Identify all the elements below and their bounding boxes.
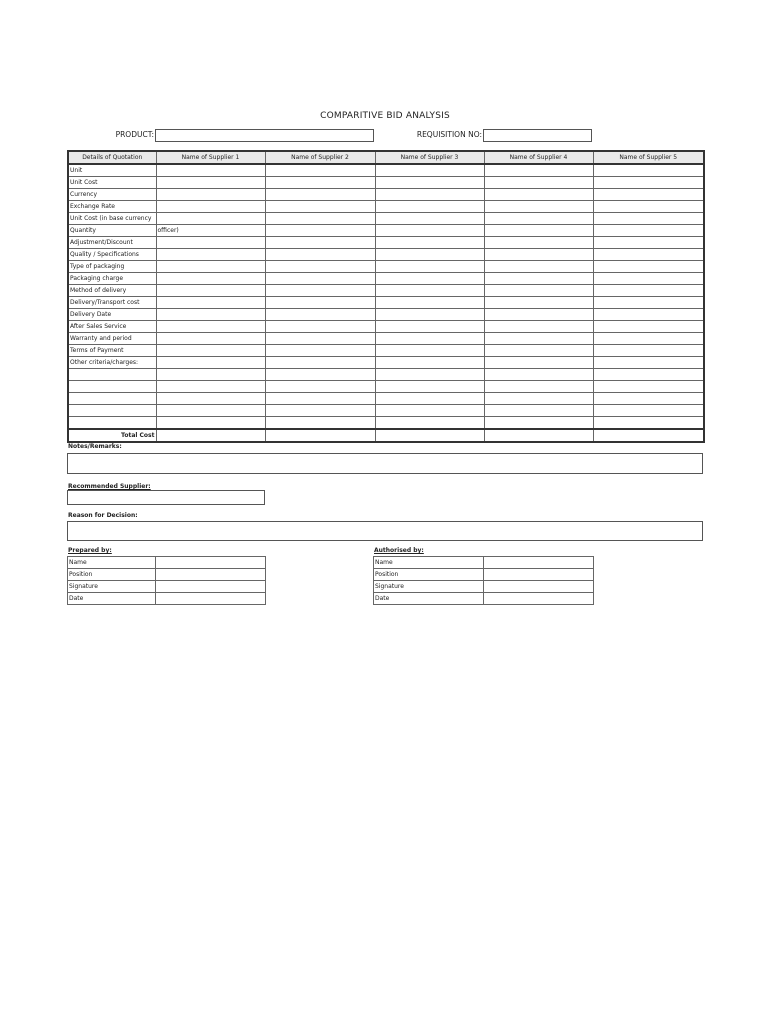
row-label: Other criteria/charges: [68, 357, 156, 369]
recommended-supplier-label: Recommended Supplier: [68, 483, 151, 490]
supplier-cell[interactable] [265, 381, 375, 393]
row-label [68, 369, 156, 381]
supplier-cell[interactable] [484, 369, 593, 381]
supplier-cell[interactable] [375, 189, 484, 201]
supplier-cell[interactable] [265, 297, 375, 309]
supplier-cell[interactable] [593, 177, 704, 189]
row-label: Unit [68, 164, 156, 177]
header-details-of-quotation: Details of Quotation [68, 151, 156, 164]
supplier-cell[interactable] [484, 225, 593, 237]
row-label: Unit Cost [68, 177, 156, 189]
bid-table-body [68, 164, 704, 429]
supplier-cell[interactable] [156, 261, 265, 273]
supplier-cell[interactable] [156, 321, 265, 333]
row-label: Type of packaging [68, 261, 156, 273]
sig-value-cell[interactable] [484, 569, 594, 581]
prepared-by-label: Prepared by: [68, 547, 112, 554]
prepared-by-table [67, 556, 266, 605]
row-label: Adjustment/Discount [68, 237, 156, 249]
header-supplier-3: Name of Supplier 3 [375, 151, 484, 164]
sig-row-label: Date [68, 593, 156, 605]
supplier-cell[interactable] [484, 261, 593, 273]
supplier-cell[interactable] [375, 273, 484, 285]
supplier-cell[interactable] [484, 237, 593, 249]
table-row [68, 593, 266, 605]
supplier-cell[interactable] [265, 273, 375, 285]
sig-row-label: Position [68, 569, 156, 581]
table-row [68, 297, 704, 309]
supplier-cell[interactable] [156, 189, 265, 201]
sig-row-label: Signature [68, 581, 156, 593]
sig-value-cell[interactable] [484, 557, 594, 569]
supplier-cell[interactable] [484, 285, 593, 297]
table-header-row [68, 151, 704, 164]
row-label: Warranty and period [68, 333, 156, 345]
total-cost-row [68, 429, 704, 442]
supplier-cell[interactable] [484, 417, 593, 430]
supplier-cell[interactable] [593, 405, 704, 417]
table-row [374, 581, 594, 593]
supplier-cell[interactable] [375, 405, 484, 417]
sig-value-cell[interactable] [156, 581, 266, 593]
supplier-cell[interactable] [593, 249, 704, 261]
reason-field[interactable] [67, 521, 703, 541]
table-row [68, 164, 704, 177]
supplier-cell[interactable] [375, 201, 484, 213]
row-label: Quantity [68, 225, 156, 237]
supplier-cell[interactable] [265, 201, 375, 213]
row-label [68, 393, 156, 405]
product-label: PRODUCT: [115, 130, 154, 139]
supplier-cell[interactable] [375, 333, 484, 345]
supplier-cell[interactable] [593, 381, 704, 393]
supplier-cell[interactable] [593, 357, 704, 369]
supplier-cell[interactable] [593, 297, 704, 309]
supplier-cell[interactable] [593, 237, 704, 249]
supplier-cell[interactable] [375, 417, 484, 430]
table-row [68, 393, 704, 405]
supplier-cell[interactable] [375, 321, 484, 333]
supplier-cell[interactable] [265, 285, 375, 297]
requisition-field[interactable] [483, 129, 592, 142]
total-cell[interactable] [593, 429, 704, 442]
supplier-cell[interactable] [375, 164, 484, 177]
table-row [68, 381, 704, 393]
row-label: Quality / Specifications [68, 249, 156, 261]
sig-value-cell[interactable] [156, 557, 266, 569]
supplier-cell[interactable] [484, 393, 593, 405]
supplier-cell[interactable] [265, 309, 375, 321]
supplier-cell[interactable] [265, 261, 375, 273]
supplier-cell[interactable] [484, 297, 593, 309]
authorised-by-table [373, 556, 594, 605]
table-row [68, 405, 704, 417]
row-label: After Sales Service [68, 321, 156, 333]
table-row [374, 593, 594, 605]
supplier-cell[interactable] [484, 357, 593, 369]
supplier-cell[interactable] [593, 261, 704, 273]
authorised-by-label: Authorised by: [374, 547, 424, 554]
supplier-cell[interactable] [484, 333, 593, 345]
supplier-cell[interactable] [375, 381, 484, 393]
sig-row-label: Name [68, 557, 156, 569]
supplier-cell[interactable] [265, 333, 375, 345]
supplier-cell[interactable] [593, 189, 704, 201]
page-title: COMPARITIVE BID ANALYSIS [320, 111, 450, 121]
sig-value-cell[interactable] [484, 593, 594, 605]
supplier-cell[interactable] [156, 357, 265, 369]
supplier-cell[interactable] [484, 189, 593, 201]
total-cell[interactable] [265, 429, 375, 442]
supplier-cell[interactable] [265, 249, 375, 261]
header-supplier-2: Name of Supplier 2 [265, 151, 375, 164]
supplier-cell[interactable] [156, 177, 265, 189]
supplier-cell[interactable] [593, 164, 704, 177]
total-cell[interactable] [375, 429, 484, 442]
supplier-cell[interactable] [265, 177, 375, 189]
row-label: Currency [68, 189, 156, 201]
supplier-cell[interactable] [484, 345, 593, 357]
table-row [68, 417, 704, 430]
supplier-cell[interactable] [593, 273, 704, 285]
table-row [68, 237, 704, 249]
supplier-cell[interactable] [156, 405, 265, 417]
recommended-supplier-field[interactable] [67, 490, 265, 505]
header-supplier-1: Name of Supplier 1 [156, 151, 265, 164]
supplier-cell[interactable] [156, 201, 265, 213]
bid-comparison-table [67, 150, 705, 443]
supplier-cell[interactable] [156, 237, 265, 249]
row-label: Delivery Date [68, 309, 156, 321]
supplier-cell[interactable] [484, 164, 593, 177]
supplier-cell[interactable] [593, 201, 704, 213]
supplier-cell[interactable] [593, 321, 704, 333]
total-cell[interactable] [484, 429, 593, 442]
supplier-cell[interactable] [156, 333, 265, 345]
supplier-cell[interactable] [375, 213, 484, 225]
supplier-cell[interactable] [156, 381, 265, 393]
supplier-cell[interactable] [484, 249, 593, 261]
product-field[interactable] [155, 129, 374, 142]
supplier-cell[interactable] [593, 369, 704, 381]
table-row [68, 333, 704, 345]
supplier-cell[interactable] [156, 345, 265, 357]
supplier-cell[interactable] [593, 333, 704, 345]
table-row [374, 557, 594, 569]
supplier-cell[interactable] [593, 285, 704, 297]
supplier-cell[interactable] [484, 273, 593, 285]
supplier-cell[interactable] [484, 309, 593, 321]
table-row [68, 345, 704, 357]
supplier-cell[interactable] [593, 417, 704, 430]
supplier-cell[interactable] [156, 164, 265, 177]
table-row [68, 225, 704, 237]
table-row [68, 261, 704, 273]
supplier-cell[interactable] [593, 345, 704, 357]
table-row [68, 189, 704, 201]
supplier-cell[interactable] [593, 309, 704, 321]
reason-label: Reason for Decision: [68, 512, 138, 519]
overlap-note: officer) [157, 227, 179, 234]
row-label [68, 405, 156, 417]
supplier-cell[interactable] [156, 225, 265, 237]
sig-row-label: Name [374, 557, 484, 569]
supplier-cell[interactable] [265, 405, 375, 417]
supplier-cell[interactable] [156, 273, 265, 285]
supplier-cell[interactable] [265, 189, 375, 201]
supplier-cell[interactable] [265, 417, 375, 430]
table-row [68, 177, 704, 189]
notes-field[interactable] [67, 453, 703, 474]
supplier-cell[interactable] [484, 177, 593, 189]
row-label [68, 381, 156, 393]
supplier-cell[interactable] [265, 321, 375, 333]
supplier-cell[interactable] [265, 357, 375, 369]
row-label: Unit Cost (in base currency [68, 213, 156, 225]
supplier-cell[interactable] [593, 225, 704, 237]
supplier-cell[interactable] [156, 417, 265, 430]
supplier-cell[interactable] [484, 213, 593, 225]
supplier-cell[interactable] [593, 213, 704, 225]
supplier-cell[interactable] [156, 309, 265, 321]
table-row [374, 569, 594, 581]
supplier-cell[interactable] [265, 237, 375, 249]
table-row [68, 569, 266, 581]
supplier-cell[interactable] [375, 393, 484, 405]
table-row [68, 581, 266, 593]
notes-label: Notes/Remarks: [68, 443, 122, 450]
row-label: Delivery/Transport cost [68, 297, 156, 309]
supplier-cell[interactable] [375, 249, 484, 261]
table-row [68, 285, 704, 297]
table-row [68, 249, 704, 261]
supplier-cell[interactable] [156, 213, 265, 225]
sig-row-label: Signature [374, 581, 484, 593]
supplier-cell[interactable] [484, 405, 593, 417]
supplier-cell[interactable] [375, 369, 484, 381]
table-row [68, 201, 704, 213]
supplier-cell[interactable] [156, 249, 265, 261]
supplier-cell[interactable] [156, 285, 265, 297]
supplier-cell[interactable] [375, 237, 484, 249]
supplier-cell[interactable] [484, 381, 593, 393]
table-row [68, 309, 704, 321]
sig-value-cell[interactable] [156, 569, 266, 581]
table-row [68, 357, 704, 369]
supplier-cell[interactable] [375, 225, 484, 237]
supplier-cell[interactable] [375, 357, 484, 369]
total-cost-label: Total Cost [68, 429, 156, 442]
supplier-cell[interactable] [265, 369, 375, 381]
supplier-cell[interactable] [484, 201, 593, 213]
supplier-cell[interactable] [156, 297, 265, 309]
supplier-cell[interactable] [265, 345, 375, 357]
table-row [68, 213, 704, 225]
supplier-cell[interactable] [375, 285, 484, 297]
supplier-cell[interactable] [156, 369, 265, 381]
header-supplier-4: Name of Supplier 4 [484, 151, 593, 164]
row-label [68, 417, 156, 430]
total-cell[interactable] [156, 429, 265, 442]
supplier-cell[interactable] [265, 213, 375, 225]
row-label: Terms of Payment [68, 345, 156, 357]
sig-row-label: Date [374, 593, 484, 605]
sig-value-cell[interactable] [156, 593, 266, 605]
supplier-cell[interactable] [375, 297, 484, 309]
supplier-cell[interactable] [375, 177, 484, 189]
requisition-label: REQUISITION NO: [416, 130, 482, 139]
table-row [68, 557, 266, 569]
supplier-cell[interactable] [265, 164, 375, 177]
supplier-cell[interactable] [375, 345, 484, 357]
supplier-cell[interactable] [375, 309, 484, 321]
supplier-cell[interactable] [375, 261, 484, 273]
row-label: Packaging charge [68, 273, 156, 285]
supplier-cell[interactable] [265, 393, 375, 405]
sig-row-label: Position [374, 569, 484, 581]
row-label: Method of delivery [68, 285, 156, 297]
header-supplier-5: Name of Supplier 5 [593, 151, 704, 164]
supplier-cell[interactable] [156, 393, 265, 405]
sig-value-cell[interactable] [484, 581, 594, 593]
row-label: Exchange Rate [68, 201, 156, 213]
supplier-cell[interactable] [484, 321, 593, 333]
supplier-cell[interactable] [265, 225, 375, 237]
table-row [68, 369, 704, 381]
table-row [68, 273, 704, 285]
supplier-cell[interactable] [593, 393, 704, 405]
table-row [68, 321, 704, 333]
